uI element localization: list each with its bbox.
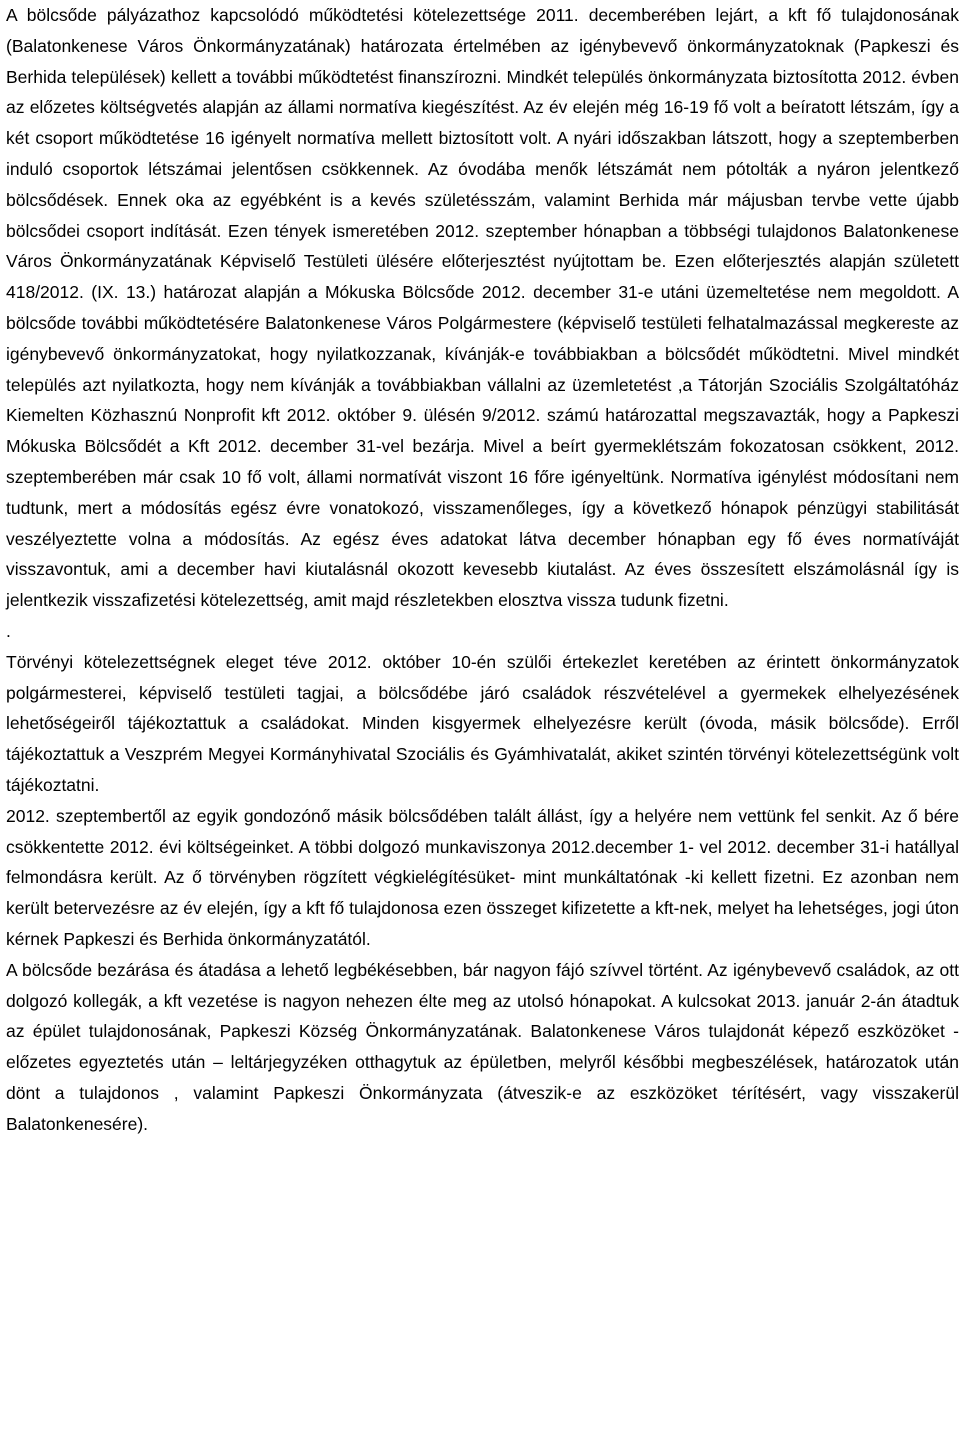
paragraph-3: 2012. szeptembertől az egyik gondozónő másik bölcsődében talált állást, így a helyére nem vettünk fel senkit. Az ő bére csökkentette 2012. évi költségeinket. A többi dolgozó munkaviszonya 2012.december 1- vel 2012. december 31-i hatállyal felmondásra került. Az ő törvényben rögzített végkielégítésüket- mint munkáltatónak -ki kellett fizetni. Ez azonban nem került betervezésre az év elején, így a kft fő tulajdonosa ezen összeget kifizetette a kft-nek, melyet ha lehetséges, jogi úton kérnek Papkeszi és Berhida önkormányzatától. [6,805,959,949]
paragraph-2: Törvényi kötelezettségnek eleget téve 2012. október 10-én szülői értekezlet keretében az érintett önkormányzatok polgármesterei, képviselő testületi tagjai, a bölcsődébe járó családok részvételével a gyermekek elhelyezésének lehetőségeiről tájékoztattuk a családokat. Minden kisgyermek elhelyezésre került (óvoda, másik bölcsőde). Erről tájékoztattuk a Veszprém Megyei Kormányhivatal Szociális és Gyámhivatalát, akiket szintén törvényi kötelezettségünk volt tájékoztatni. [6,651,959,795]
paragraph-1: A bölcsőde pályázathoz kapcsolódó működtetési kötelezettsége 2011. decemberében lejárt, a kft fő tulajdonosának (Balatonkenese Város Önkormányzatának) határozata értelmében az igénybevevő önkormányzatoknak (Papkeszi és Berhida települések) kellett a további működtetést finanszírozni. Mindkét település önkormányzata biztosította 2012. évben az előzetes költségvetés alapján az állami normatíva kiegészítést. Az év elején még 16-19 fő volt a beíratott létszám, így a két csoport működtetése 16 igényelt normatíva mellett biztosított volt. A nyári időszakban látszott, hogy a szeptemberben induló csoportok létszámai jelentősen csökkennek. Az óvodába menők létszámát nem pótolták a nyáron jelentkező bölcsődések. Ennek oka az egyébként is a kevés születésszám, valamint Berhida már májusban tervbe vette újabb bölcsődei csoport indítását. Ezen tények ismeretében 2012. szeptember hónapban a többségi tulajdonos Balatonkenese Város Önkormányzatának Képviselő Testületi ülésére előterjesztést nyújtottam be. Ezen előterjesztés alapján született 418/2012. (IX. 13.) határozat alapján a Mókuska Bölcsőde 2012. december 31-e utáni üzemeltetése nem megoldott. A bölcsőde további működtetésére Balatonkenese Város Polgármestere (képviselő testületi felhatalmazással megkereste az igénybevevő önkormányzatokat, hogy nyilatkozzanak, kívánják-e továbbiakban a bölcsődét működtetni. Mivel mindkét település azt nyilatkozta, hogy nem kívánják a továbbiakban vállalni az üzemletetést ,a Tátorján Szociális Szolgáltatóház Kiemelten Közhasznú Nonprofit kft 2012. október 9. ülésén 9/2012. számú határozattal megszavazták, hogy a Papkeszi Mókuska Bölcsődét a Kft 2012. december 31-vel bezárja. Mivel a beírt gyermeklétszám fokozatosan csökkent, 2012. szeptemberében már csak 10 fő volt, állami normatívát viszont 16 főre igényeltünk. Normatíva igénylést módosítani nem tudtunk, mert a módosítás egész évre vonatokozó, visszamenőleges, így a következő hónapok pénzügyi stabilitását veszélyeztette volna a módosítás. Az egész éves adatokat látva december hónapban egy fő éves normatíváját visszavontuk, ami a december havi kiutalásnál okozott kevesebb kiutalást. Az éves összesített elszámolásnál így is jelentkezik visszafizetési kötelezettség, amit majd részletekben elosztva vissza tudunk fizetni. [6,5,959,611]
paragraph-separator-dot: . [6,620,11,641]
paragraph-4: A bölcsőde bezárása és átadása a lehető legbékésebben, bár nagyon fájó szívvel történt. Az igénybevevő családok, az ott dolgozó kollegák, a kft vezetése is nagyon nehezen élte meg az utolsó hónapokat. A kulcsokat 2013. január 2-án átadtuk az épület tulajdonosának, Papkeszi Község Önkormányzatának. Balatonkenese Város tulajdonát képező eszközöket - előzetes egyeztetés után – leltárjegyzéken otthagytuk az épületben, melyről későbbi megbeszélések, határozatok után dönt a tulajdonos , valamint Papkeszi Önkormányzata (átveszik-e az eszközöket térítésért, vagy visszakerül Balatonkenesére). [6,959,959,1134]
document-body [6,0,959,1139]
